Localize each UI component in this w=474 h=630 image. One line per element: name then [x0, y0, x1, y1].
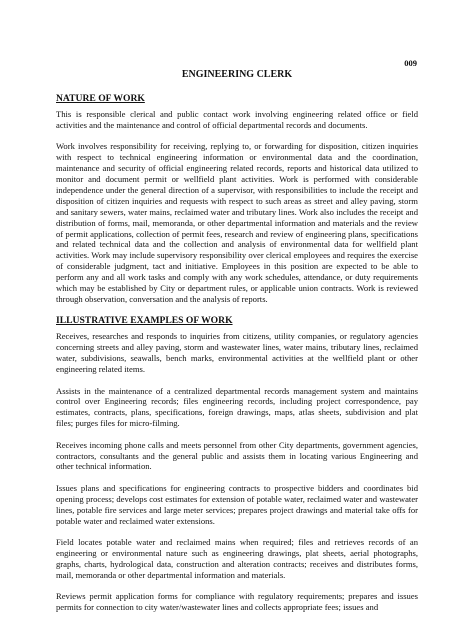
- page-title: ENGINEERING CLERK: [181, 69, 293, 80]
- section-heading: ILLUSTRATIVE EXAMPLES OF WORK: [56, 315, 233, 327]
- paragraph: Work involves responsibility for receiving, replying to, or forwarding for disposition, citizen inquiries with respect to technical engineering information or environmental data and the coordination, maintenance and security of official engineering related records, reports and historical data utilized to monitor and document permit or wellfield plant activities. Work is performed with considerable independence under the general direction of a supervisor, with responsibilities to include the receipt and disposition of citizen inquiries and requests with respect to such areas as street and alley paving, storm and sanitary sewers, water mains, reclaimed water and tributary lines. Work also includes the receipt and distribution of forms, mail, memoranda, or other departmental information and materials and the review of permit applications, collection of permit fees, research and review of engineering plans, specifications and related technical data and the collection and analysis of environmental data for wellfield plant activities. Work may include supervisory responsibility over clerical employees and requires the exercise of considerable judgment, tact and initiative. Employees in this position are expected to be able to perform any and all work tasks and comply with any work schedules, attendance, or duty requirements which may be established by City or department rules, or applicable union contracts. Work is reviewed through observation, conversation and the analysis of reports.: [56, 141, 418, 304]
- paragraph: This is responsible clerical and public contact work involving engineering related office or field activities and the maintenance and control of official departmental records and documents.: [56, 109, 418, 130]
- paragraph: Reviews permit application forms for compliance with regulatory requirements; prepares and issues permits for connection to city water/wastewater lines and collects appropriate fees; issues and: [56, 591, 418, 613]
- section-heading: NATURE OF WORK: [56, 93, 145, 104]
- paragraph: Assists in the maintenance of a centralized departmental records management system and maintains control over Engineering records; files engineering records, including project correspondence, pay estimates, contracts, plans, specifications, foreign drawings, maps, atlas sheets, subdivision and plat files; purges files for micro-filming.: [56, 385, 418, 429]
- paragraph: Issues plans and specifications for engineering contracts to prospective bidders and coordinates bid opening process; develops cost estimates for extension of potable water, reclaimed water and wastewater lines, potable fire services and large meter services; prepares project drawings and material take offs for potable water and reclaimed water extensions.: [56, 482, 418, 526]
- section-nature-of-work: [56, 93, 418, 305]
- paragraph: Receives, researches and responds to inquiries from citizens, utility companies, or regulatory agencies concerning streets and alley paving, storm and wastewater lines, water mains, tributary lines, reclaimed water, subdivisions, seawalls, bench marks, environmental activities at the wellfield plant or other engineering related items.: [56, 331, 418, 375]
- paragraph: Receives incoming phone calls and meets personnel from other City departments, government agencies, contractors, consultants and the general public and assists them in locating various Engineering and other technical information.: [56, 439, 418, 472]
- paragraph: Field locates potable water and reclaimed mains when required; files and retrieves records of an engineering or environmental nature such as engineering drawings, plat sheets, aerial photographs, graphs, charts, hydrological data, construction and alteration contracts; receives and distributes forms, mail, memoranda or other departmental information and materials.: [56, 537, 418, 580]
- section-illustrative-examples: [56, 315, 418, 613]
- page-number: 009: [404, 58, 417, 68]
